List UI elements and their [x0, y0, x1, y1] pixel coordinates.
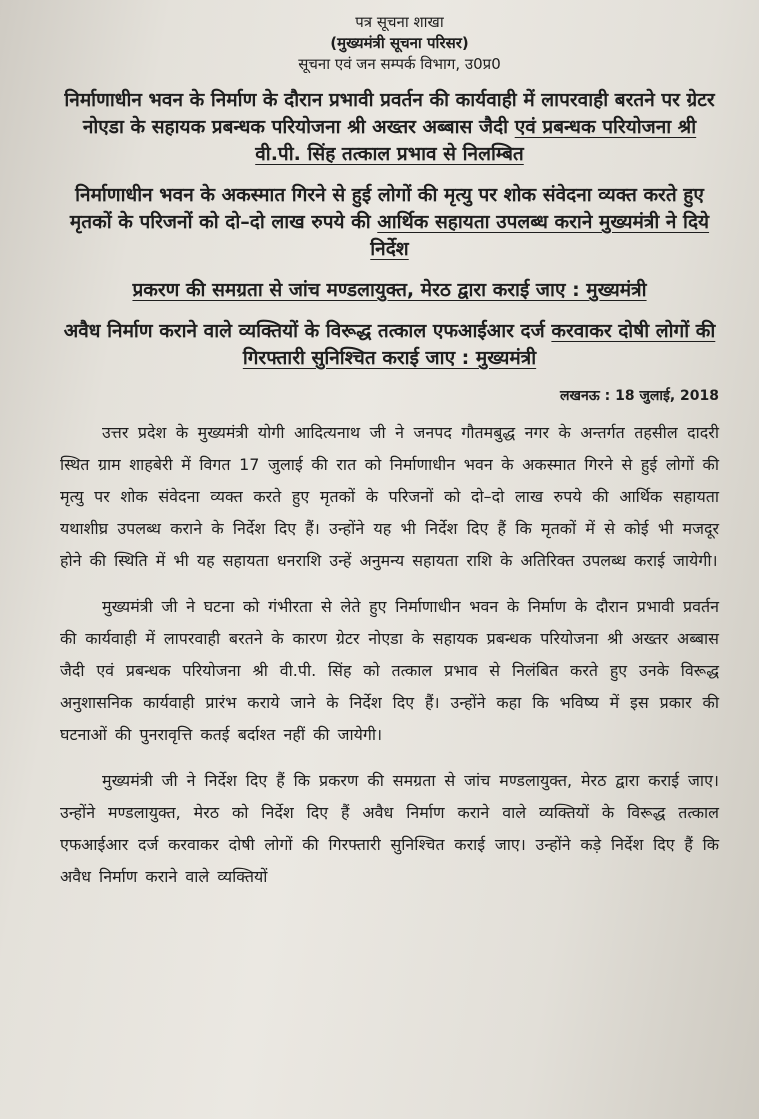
- headline-1-part-b: एवं प्रबन्धक परियोजना श्री वी.पी. सिंह तत्काल प्रभाव से निलम्बित: [255, 116, 697, 165]
- body-paragraph-3: मुख्यमंत्री जी ने निर्देश दिए हैं कि प्रकरण की समग्रता से जांच मण्डलायुक्त, मेरठ द्वारा कराई जाए। उन्होंने मण्डलायुक्त, मेरठ को निर्देश दिए हैं अवैध निर्माण कराने वाले व्यक्तियों के विरूद्ध तत्काल एफआईआर दर्ज करवाकर दोषी लोगों की गिरफ्तारी सुनिश्चित कराई जाए। उन्होंने कड़े निर्देश दिए हैं कि अवैध निर्माण कराने वाले व्यक्तियों: [60, 771, 719, 886]
- headlines: [60, 87, 719, 372]
- letterhead: [80, 12, 719, 75]
- office-name: (मुख्यमंत्री सूचना परिसर): [330, 34, 469, 52]
- headline-1: [60, 87, 719, 168]
- body-paragraph-1: उत्तर प्रदेश के मुख्यमंत्री योगी आदित्यनाथ जी ने जनपद गौतमबुद्ध नगर के अन्तर्गत तहसील दादरी स्थित ग्राम शाहबेरी में विगत 17 जुलाई की रात को निर्माणाधीन भवन के अकस्मात गिरने से हुई लोगों की मृत्यु पर शोक संवेदना व्यक्त करते हुए मृतकों के परिजनों को दो–दो लाख रुपये की आर्थिक सहायता यथाशीघ्र उपलब्ध कराने के निर्देश दिए हैं। उन्होंने यह भी निर्देश दिए हैं कि मृतकों में से कोई भी मजदूर होने की स्थिति में भी यह सहायता धनराशि उन्हें अनुमन्य सहायता राशि के अतिरिक्त उपलब्ध कराई जायेगी।: [60, 423, 719, 570]
- headline-2-part-b: आर्थिक सहायता उपलब्ध कराने मुख्यमंत्री ने दिये निर्देश: [370, 211, 710, 260]
- department-name: सूचना एवं जन सम्पर्क विभाग, उ0प्र0: [298, 55, 501, 73]
- headline-2: [60, 182, 719, 263]
- headline-3-part-b: प्रकरण की समग्रता से जांच मण्डलायुक्त, मेरठ द्वारा कराई जाए : मुख्यमंत्री: [132, 279, 647, 301]
- department-branch: पत्र सूचना शाखा: [355, 13, 444, 31]
- dateline: लखनऊ : 18 जुलाई, 2018: [560, 388, 719, 404]
- headline-4-part-b: करवाकर दोषी लोगों की गिरफ्तारी सुनिश्चित कराई जाए : मुख्यमंत्री: [242, 320, 716, 369]
- body-paragraph-2: मुख्यमंत्री जी ने घटना को गंभीरता से लेते हुए निर्माणाधीन भवन के निर्माण के दौरान प्रभावी प्रवर्तन की कार्यवाही में लापरवाही बरतने के कारण ग्रेटर नोएडा के सहायक प्रबन्धक परियोजना श्री अख्तर अब्बास जैदी एवं प्रबन्धक परियोजना श्री वी.पी. सिंह को तत्काल प्रभाव से निलंबित करते हुए उनके विरूद्ध अनुशासनिक कार्यवाही प्रारंभ कराये जाने के निर्देश दिए हैं। उन्होंने कहा कि भविष्य में इस प्रकार की घटनाओं की पुनरावृत्ति कतई बर्दाश्त नहीं की जायेगी।: [60, 597, 719, 744]
- headline-2-part-a: निर्माणाधीन भवन के अकस्मात गिरने से हुई लोगों की मृत्यु पर शोक संवेदना व्यक्त करते हुए मृतकों के परिजनों को दो–दो लाख रुपये की: [69, 184, 704, 233]
- headline-3: [60, 277, 719, 304]
- headline-1-part-a: निर्माणाधीन भवन के निर्माण के दौरान प्रभावी प्रवर्तन की कार्यवाही में लापरवाही बरतने पर ग्रेटर नोएडा के सहायक प्रबन्धक परियोजना श्री अख्तर अब्बास जैदी: [64, 89, 715, 138]
- headline-4-part-a: अवैध निर्माण कराने वाले व्यक्तियों के विरूद्ध तत्काल एफआईआर दर्ज: [63, 320, 552, 342]
- headline-4: [60, 318, 719, 372]
